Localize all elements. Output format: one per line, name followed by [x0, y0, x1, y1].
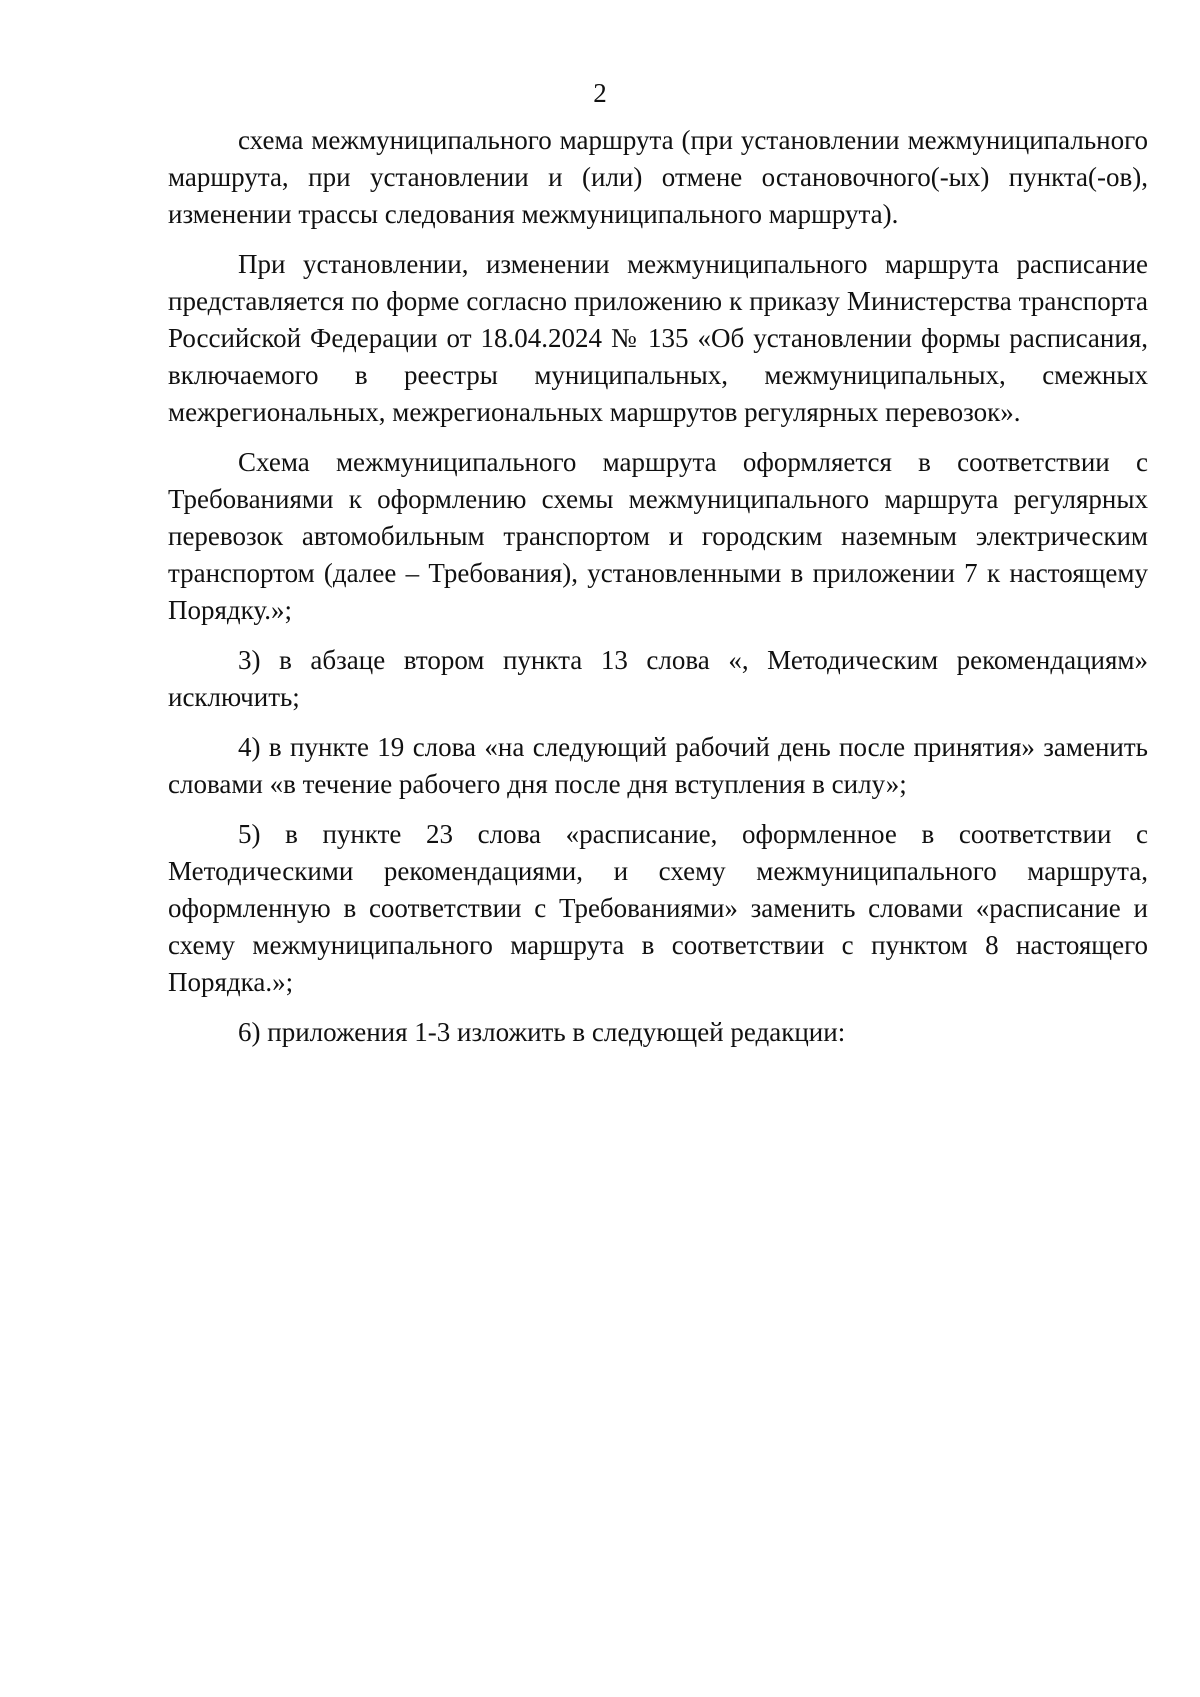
- document-body: [168, 122, 1148, 1064]
- paragraph-schedule-form: При установлении, изменении межмуниципального маршрута расписание представляется по форме согласно приложению к приказу Министерства транспорта Российской Федерации от 18.04.2024 № 135 «Об установлении формы расписания, включаемого в реестры муниципальных, межмуниципальных, смежных межрегиональных, межрегиональных маршрутов регулярных перевозок».: [168, 249, 1148, 427]
- paragraph-item-4: 4) в пункте 19 слова «на следующий рабочий день после принятия» заменить словами «в течение рабочего дня после дня вступления в силу»;: [168, 732, 1148, 799]
- paragraph-scheme-requirements: Схема межмуниципального маршрута оформляется в соответствии с Требованиями к оформлению схемы межмуниципального маршрута регулярных перевозок автомобильным транспортом и городским наземным электрическим транспортом (далее – Требования), установленными в приложении 7 к настоящему Порядку.»;: [168, 447, 1148, 625]
- page-number: 2: [593, 78, 607, 108]
- paragraph-route-scheme: схема межмуниципального маршрута (при установлении межмуниципального маршрута, при установлении и (или) отмене остановочного(-ых) пункта(-ов), изменении трассы следования межмуниципального маршрута).: [168, 125, 1148, 229]
- paragraph-item-3: 3) в абзаце втором пункта 13 слова «, Методическим рекомендациям» исключить;: [168, 645, 1148, 712]
- paragraph-item-6: 6) приложения 1-3 изложить в следующей редакции:: [238, 1017, 846, 1047]
- paragraph-item-5: 5) в пункте 23 слова «расписание, оформленное в соответствии с Методическими рекомендациями, и схему межмуниципального маршрута, оформленную в соответствии с Требованиями» заменить словами «расписание и схему межмуниципального маршрута в соответствии с пунктом 8 настоящего Порядка.»;: [168, 819, 1148, 997]
